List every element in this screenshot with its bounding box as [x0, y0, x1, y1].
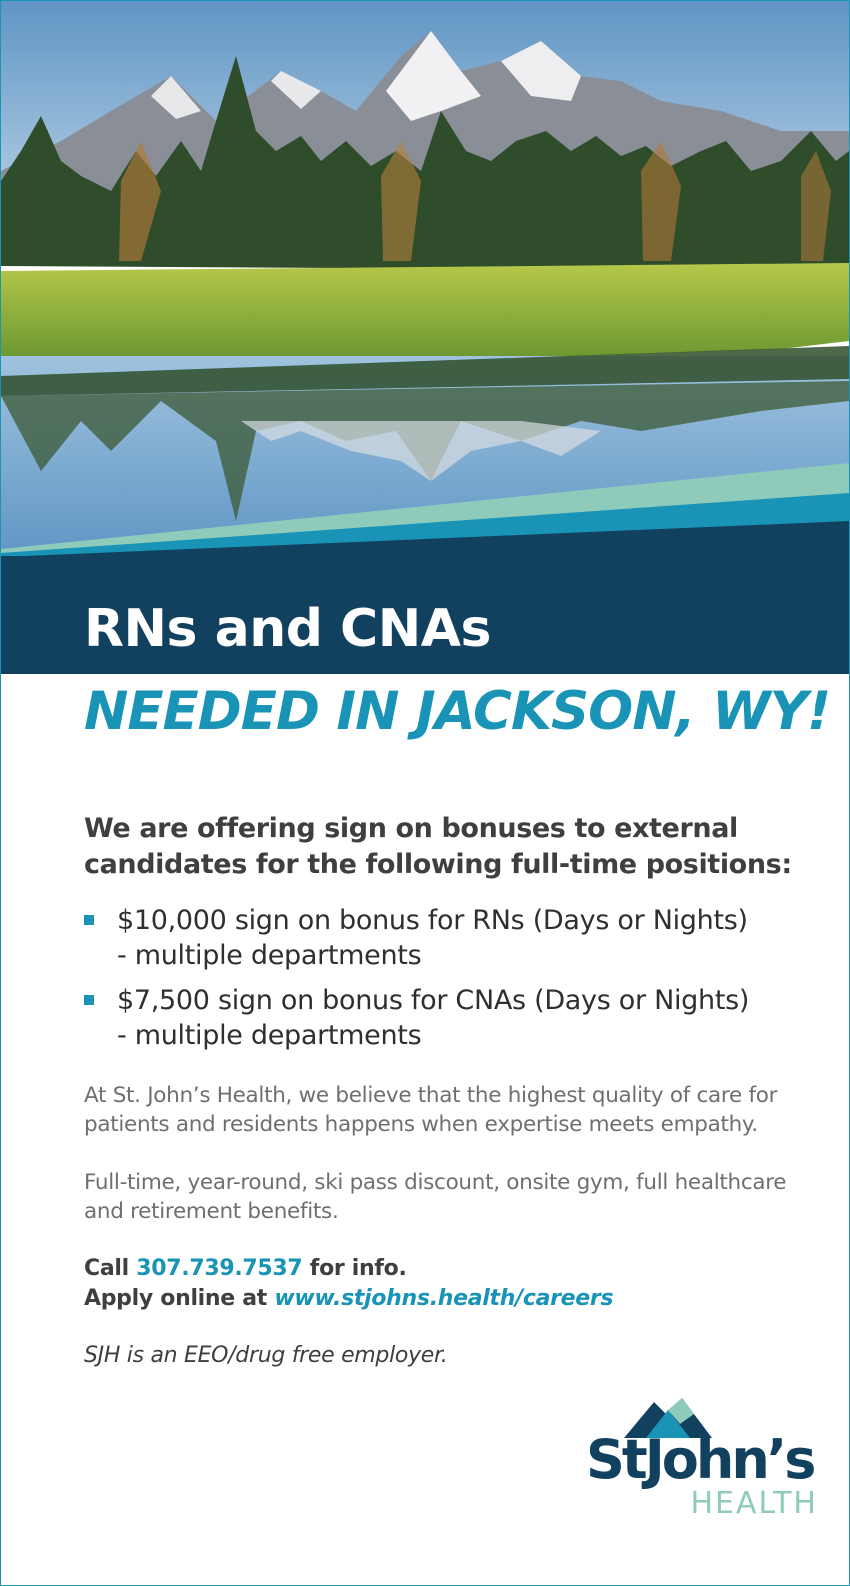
list-item: [84, 983, 824, 1053]
bullet-subtext: - multiple departments: [117, 1020, 422, 1051]
bullet-square-icon: [84, 915, 94, 925]
careers-link[interactable]: www.stjohns.health/careers: [274, 1286, 614, 1311]
call-line: [84, 1254, 613, 1284]
logo-name: StJohn’s: [586, 1428, 814, 1491]
call-suffix: for info.: [309, 1256, 407, 1281]
apply-prefix: Apply online at: [84, 1286, 268, 1311]
mission-paragraph: At St. John’s Health, we believe that the highest quality of care for patients and residents happens when expertise meets empathy.: [84, 1083, 778, 1137]
mountain-lake-photo: [1, 1, 849, 561]
bullet-text: $10,000 sign on bonus for RNs (Days or Nights): [117, 905, 748, 936]
bullet-square-icon: [84, 995, 94, 1005]
logo-subtitle: HEALTH: [690, 1486, 818, 1521]
st-johns-health-logo: [586, 1394, 836, 1524]
list-item: [84, 903, 824, 973]
contact-info: [84, 1254, 613, 1314]
bullet-text: $7,500 sign on bonus for CNAs (Days or Nights): [117, 985, 750, 1016]
eeo-statement: SJH is an EEO/drug free employer.: [84, 1343, 448, 1368]
subheadline: NEEDED IN JACKSON, WY!: [84, 681, 831, 742]
call-prefix: Call: [84, 1256, 129, 1281]
bonus-list: [84, 903, 824, 1063]
apply-line: [84, 1284, 613, 1314]
benefits-paragraph: Full-time, year-round, ski pass discount, onsite gym, full healthcare and retirement benefits.: [84, 1170, 787, 1224]
bullet-subtext: - multiple departments: [117, 940, 422, 971]
phone-number[interactable]: 307.739.7537: [136, 1256, 303, 1281]
intro-text: We are offering sign on bonuses to external candidates for the following full-time positions:: [84, 813, 792, 880]
headline: RNs and CNAs: [84, 599, 491, 659]
